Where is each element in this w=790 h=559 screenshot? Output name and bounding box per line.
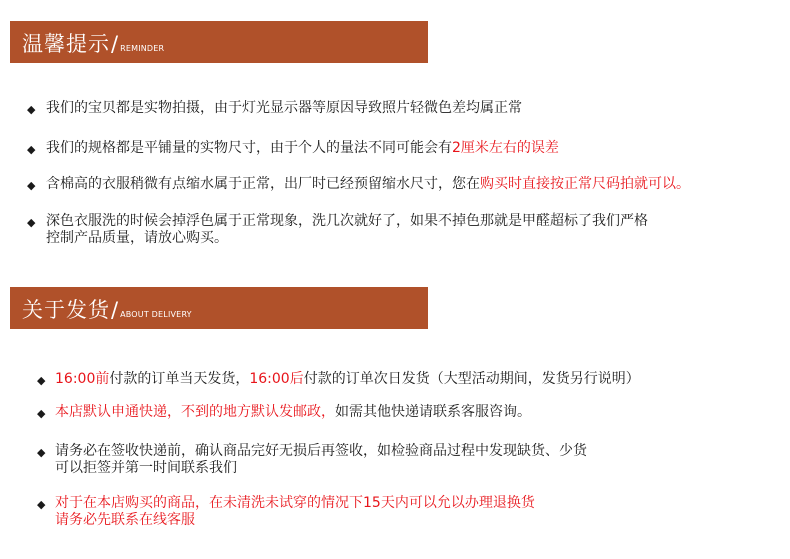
- delivery-subtitle: ABOUT DELIVERY: [120, 310, 192, 319]
- body-text: 含棉高的衣服稍微有点缩水属于正常，出厂时已经预留缩水尺寸，您在: [46, 176, 480, 192]
- reminder-banner: [10, 21, 428, 63]
- highlight-text: 16:00前: [55, 371, 110, 387]
- item-text: [55, 404, 531, 421]
- item-line: [46, 176, 690, 193]
- list-item: [27, 140, 559, 157]
- item-text: [46, 176, 690, 193]
- list-item: [37, 404, 531, 421]
- item-line: [46, 140, 559, 157]
- highlight-text: 购买时直接按正常尺码拍就可以。: [480, 176, 690, 192]
- item-text: [46, 140, 559, 157]
- body-text: 控制产品质量，请放心购买。: [46, 230, 228, 246]
- diamond-bullet-icon: ◆: [37, 498, 46, 511]
- item-line: [46, 230, 648, 247]
- body-text: 付款的订单当天发货，: [109, 371, 250, 387]
- delivery-banner: [10, 287, 428, 329]
- diamond-bullet-icon: ◆: [37, 446, 46, 459]
- item-line: [46, 100, 522, 117]
- body-text: 深色衣服洗的时候会掉浮色属于正常现象，洗几次就好了，如果不掉色那就是甲醛超标了我们严格: [46, 213, 648, 229]
- reminder-title: 温馨提示: [22, 32, 110, 56]
- list-item: [27, 213, 648, 247]
- item-line: [55, 460, 587, 477]
- highlight-text: 16:00后: [249, 371, 304, 387]
- banner-slash: /: [111, 32, 119, 56]
- body-text: 我们的规格都是平铺量的实物尺寸，由于个人的量法不同可能会有: [46, 140, 452, 156]
- diamond-bullet-icon: ◆: [27, 103, 36, 116]
- item-line: [55, 443, 587, 460]
- item-text: [46, 213, 648, 247]
- item-line: [46, 213, 648, 230]
- delivery-title: 关于发货: [22, 298, 110, 322]
- item-text: [55, 495, 535, 529]
- highlight-text: 对于在本店购买的商品，在未清洗未试穿的情况下15天内可以允以办理退换货: [55, 495, 535, 511]
- item-line: [55, 404, 531, 421]
- list-item: [27, 176, 690, 193]
- list-item: [37, 443, 587, 477]
- item-line: [55, 371, 640, 388]
- reminder-subtitle: REMINDER: [120, 44, 165, 53]
- body-text: 可以拒签并第一时间联系我们: [55, 460, 237, 476]
- diamond-bullet-icon: ◆: [27, 216, 36, 229]
- body-text: 付款的订单次日发货（大型活动期间，发货另行说明）: [303, 371, 640, 387]
- list-item: [27, 100, 522, 117]
- item-text: [55, 371, 640, 388]
- banner-slash: /: [111, 298, 119, 322]
- body-text: 我们的宝贝都是实物拍摄，由于灯光显示器等原因导致照片轻微色差均属正常: [46, 100, 522, 116]
- body-text: 请务必在签收快递前，确认商品完好无损后再签收，如检验商品过程中发现缺货、少货: [55, 443, 587, 459]
- diamond-bullet-icon: ◆: [37, 374, 46, 387]
- item-text: [55, 443, 587, 477]
- list-item: [37, 495, 535, 529]
- highlight-text: 2厘米左右的误差: [452, 140, 559, 156]
- list-item: [37, 371, 640, 388]
- highlight-text: 请务必先联系在线客服: [55, 512, 195, 528]
- diamond-bullet-icon: ◆: [27, 179, 36, 192]
- diamond-bullet-icon: ◆: [37, 407, 46, 420]
- diamond-bullet-icon: ◆: [27, 143, 36, 156]
- highlight-text: 本店默认申通快递，不到的地方默认发邮政，: [55, 404, 335, 420]
- item-line: [55, 495, 535, 512]
- item-text: [46, 100, 522, 117]
- item-line: [55, 512, 535, 529]
- body-text: 如需其他快递请联系客服咨询。: [335, 404, 531, 420]
